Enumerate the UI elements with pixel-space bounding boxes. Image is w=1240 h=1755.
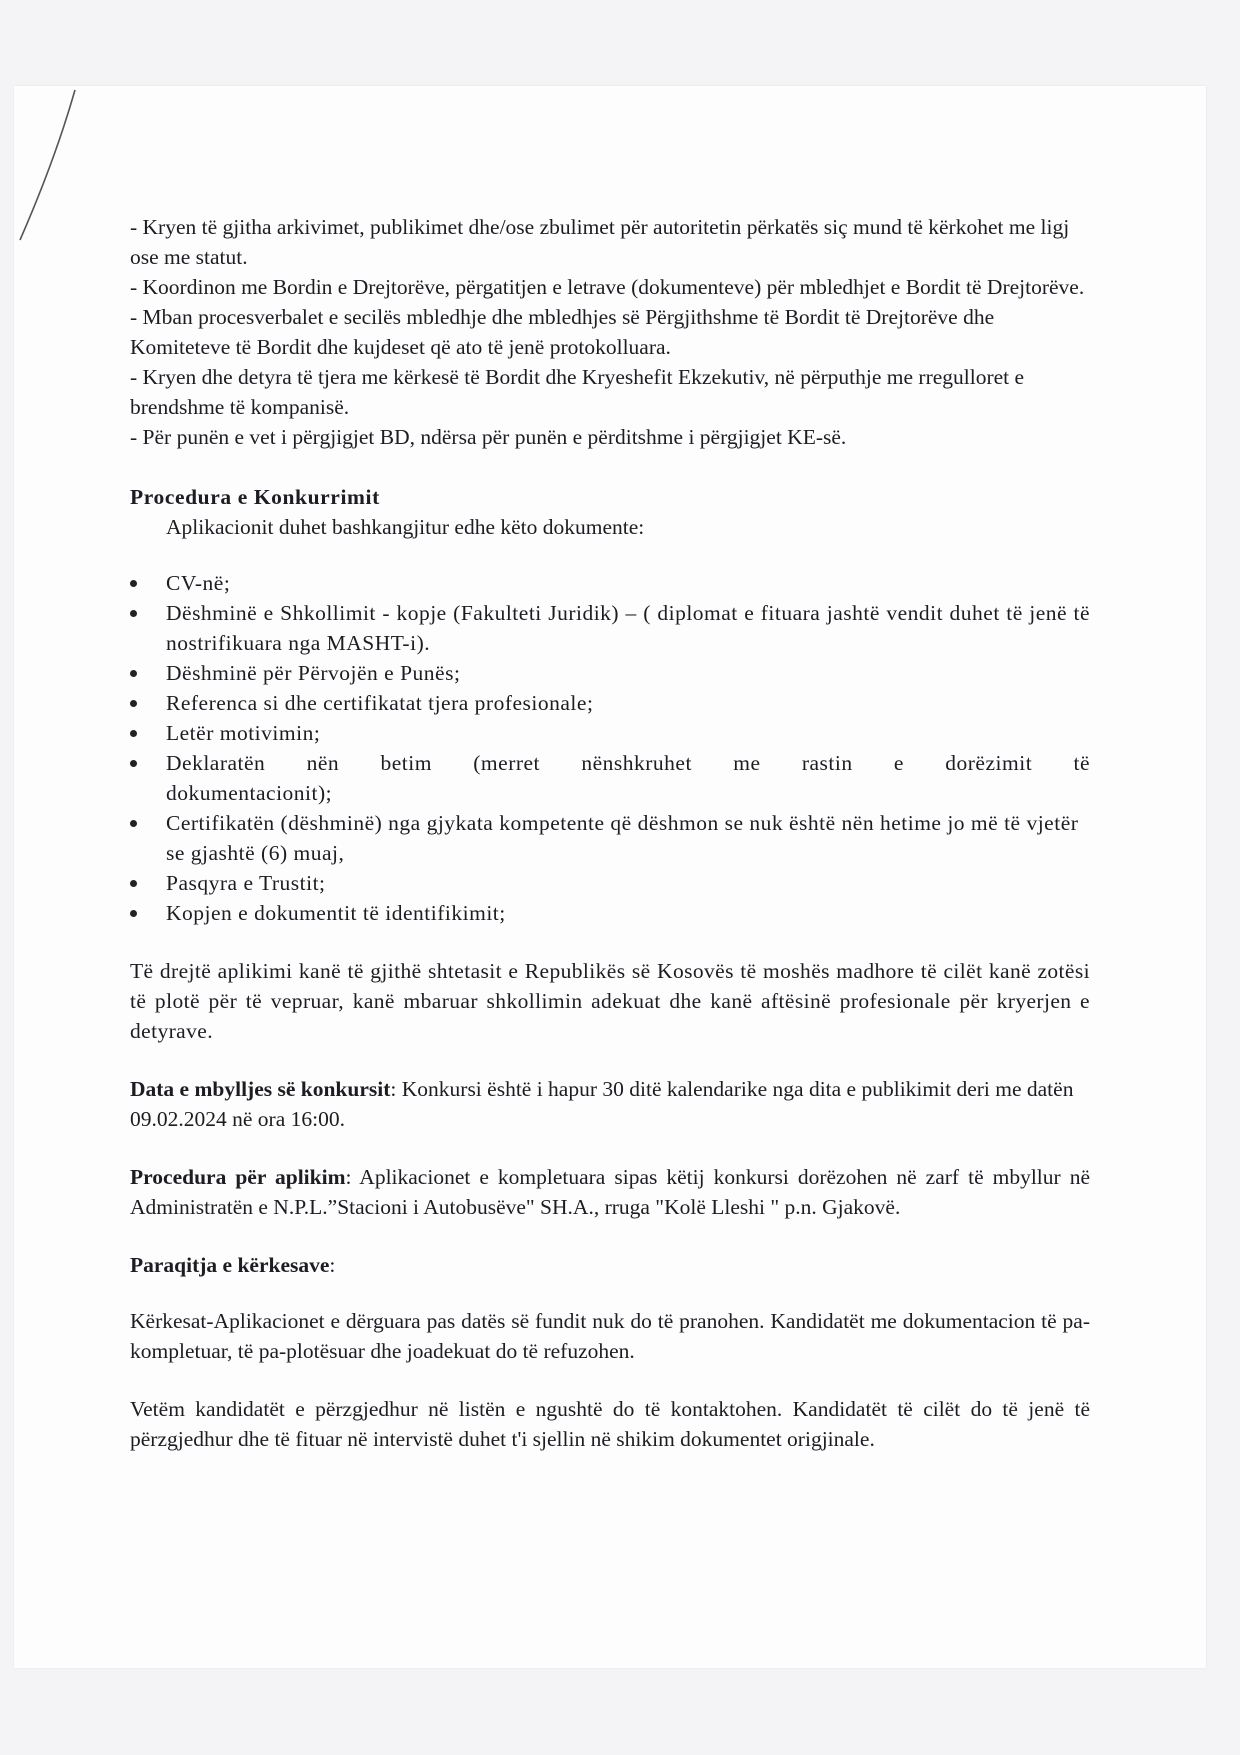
- duty-item: - Kryen të gjitha arkivimet, publikimet dhe/ose zbulimet për autoritetin përkatës siç mund të kërkohet me ligj ose me statut.: [130, 215, 1070, 269]
- list-item: Letër motivimin;: [130, 718, 1090, 748]
- duties-list: [130, 212, 1090, 452]
- closing-date-text: : Konkursi është i hapur 30 ditë kalendarike nga dita e publikimit deri me datën 09.02.2024 në ora 16:00.: [130, 1077, 1074, 1131]
- list-item: CV-në;: [130, 568, 1090, 598]
- closing-date-paragraph: [130, 1074, 1090, 1134]
- submission-heading-line: Paraqitja e kërkesave:: [130, 1253, 336, 1277]
- application-procedure-text: : Aplikacionet e kompletuara sipas këtij konkursi dorëzohen në zarf të mbyllur në Administratën e N.P.L.”Stacioni i Autobusëve" SH.A., rruga "Kolë Lleshi " p.n. Gjakovë.: [130, 1165, 1090, 1219]
- eligibility-paragraph: Të drejtë aplikimi kanë të gjithë shtetasit e Republikës së Kosovës të moshës madhore të cilët kanë zotësi të plotë për të vepruar, kanë mbaruar shkollimin adekuat dhe kanë aftësinë profesionale për kryerjen e detyrave.: [130, 959, 1090, 1043]
- document-body: [130, 212, 1090, 1454]
- list-item: Certifikatën (dëshminë) nga gjykata kompetente që dëshmon se nuk është nën hetime jo më të vjetër se gjashtë (6) muaj,: [130, 808, 1090, 868]
- bullet-icon: [130, 730, 137, 737]
- duty-item: - Kryen dhe detyra të tjera me kërkesë të Bordit dhe Kryeshefit Ekzekutiv, në përputhje me rregulloret e brendshme të kompanisë.: [130, 365, 1025, 419]
- duty-item: - Koordinon me Bordin e Drejtorëve, përgatitjen e letrave (dokumenteve) për mbledhjet e Bordit të Drejtorëve.: [130, 275, 1085, 299]
- list-item: Dëshminë për Përvojën e Punës;: [130, 658, 1090, 688]
- required-documents-list: [130, 568, 1090, 928]
- bullet-icon: [130, 820, 137, 827]
- procedure-intro: Aplikacionit duhet bashkangjitur edhe këto dokumente:: [166, 515, 645, 539]
- duty-item: - Mban procesverbalet e secilës mbledhje dhe mbledhjes së Përgjithshme të Bordit të Drejtorëve dhe Komiteteve të Bordit dhe kujdeset që ato të jenë protokolluara.: [130, 305, 995, 359]
- procedure-heading: Procedura e Konkurrimit: [130, 485, 380, 509]
- closing-date-label: Data e mbylljes së konkursit: [130, 1077, 391, 1101]
- list-item: Kopjen e dokumentit të identifikimit;: [130, 898, 1090, 928]
- list-item: Referenca si dhe certifikatat tjera profesionale;: [130, 688, 1090, 718]
- bullet-icon: [130, 760, 137, 767]
- list-item: Pasqyra e Trustit;: [130, 868, 1090, 898]
- submission-paragraph: Vetëm kandidatët e përzgjedhur në listën e ngushtë do të kontaktohen. Kandidatët të cilët do të jenë të përzgjedhur dhe të fituar në intervistë duhet t'i sjellin në shikim dokumentet origjinale.: [130, 1397, 1090, 1451]
- bullet-icon: [130, 610, 137, 617]
- list-item: Deklaratën nën betim (merret nënshkruhet me rastin e dorëzimit të dokumentacionit);: [130, 748, 1090, 808]
- list-item: Dëshminë e Shkollimit - kopje (Fakulteti Juridik) – ( diplomat e fituara jashtë vendit duhet të jenë të nostrifikuara nga MASHT-i).: [130, 598, 1090, 658]
- bullet-icon: [130, 670, 137, 677]
- duty-item: - Për punën e vet i përgjigjet BD, ndërsa për punën e përditshme i përgjigjet KE-së.: [130, 425, 847, 449]
- application-procedure-paragraph: [130, 1162, 1090, 1222]
- submission-heading: Paraqitja e kërkesave: [130, 1253, 330, 1277]
- bullet-icon: [130, 880, 137, 887]
- bullet-icon: [130, 910, 137, 917]
- bullet-icon: [130, 580, 137, 587]
- bullet-icon: [130, 700, 137, 707]
- application-procedure-label: Procedura për aplikim: [130, 1165, 346, 1189]
- submission-paragraph: Kërkesat-Aplikacionet e dërguara pas datës së fundit nuk do të pranohen. Kandidatët me dokumentacion të pa-kompletuar, të pa-plotësuar dhe joadekuat do të refuzohen.: [130, 1309, 1090, 1363]
